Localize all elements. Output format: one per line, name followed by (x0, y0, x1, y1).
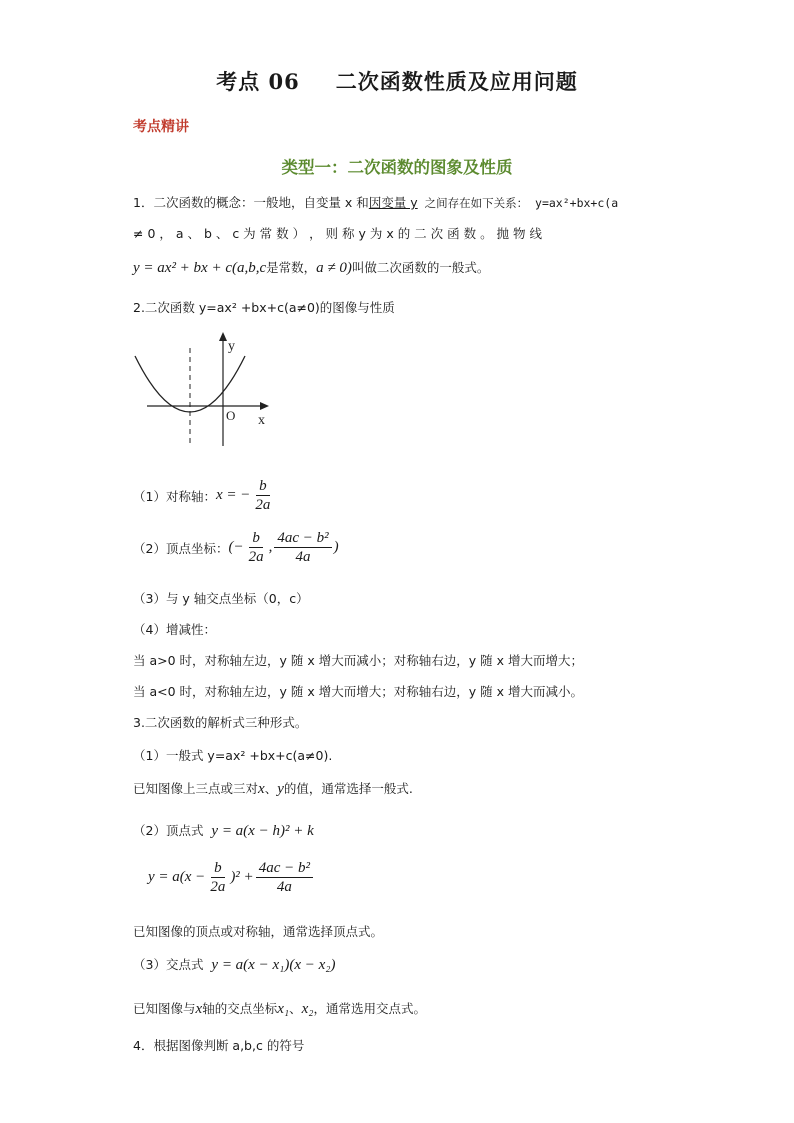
vertex-coordinates: （2）顶点坐标： (− $\frac{b}{2a}$ , $\frac{\text{4ac − b²}}{4a}$ ) (133, 530, 339, 565)
fraction: $\frac{\text{4ac − b²}}{4a}$ (256, 860, 313, 895)
item1-line1: 1．二次函数的概念：一般地，自变量 x 和因变量 y 之间存在如下关系： y=ax²+bx+c(a (133, 195, 619, 210)
monotonicity-a-negative: 当 a<0 时，对称轴左边，y 随 x 增大而增大；对称轴右边，y 随 x 增大而减小。 (133, 684, 583, 699)
intercept-form: （3）交点式 y = a(x − x₁)(x − x₂) (133, 957, 336, 973)
y-axis-label: y (228, 339, 235, 354)
monotonicity-heading: （4）增减性： (133, 622, 216, 637)
underlined-term: 因变量 y (368, 195, 418, 210)
axis-of-symmetry: （1）对称轴： x = − $\frac{b}{2a}$ (133, 478, 275, 513)
parabola-graph (133, 328, 293, 453)
vertex-form-expanded: y = a(x − $\frac{b}{2a}$ )² + $\frac{\text{4ac − b²}}{4a}$ (148, 860, 315, 895)
x-axis-arrow (260, 402, 269, 410)
fraction: $\frac{\text{4ac − b²}}{4a}$ (274, 530, 331, 565)
fraction: $\frac{b}{2a}$ (210, 860, 226, 895)
item3-heading: 3.二次函数的解析式三种形式。 (133, 715, 308, 730)
vertex-form-note: 已知图像的顶点或对称轴，通常选择顶点式。 (133, 924, 384, 939)
intercept-form-note: 已知图像与x轴的交点坐标x₁、x₂，通常选用交点式。 (133, 1001, 426, 1017)
title-code: 考点 06 (216, 69, 300, 94)
general-form-note: 已知图像上三点或三对x、y的值，通常选择一般式. (133, 781, 413, 797)
monotonicity-a-positive: 当 a>0 时，对称轴左边，y 随 x 增大而减小；对称轴右边，y 随 x 增大而增大； (133, 653, 583, 668)
page-title (0, 66, 794, 96)
item1-line3: y = ax² + bx + c(a,b,c是常数，a ≠ 0)叫做二次函数的一般式。 (133, 260, 490, 276)
x-axis-label: x (258, 413, 265, 428)
origin-label: O (226, 408, 236, 423)
item2-heading: 2.二次函数 y=ax² +bx+c(a≠0)的图像与性质 (133, 300, 395, 315)
type-heading: 类型一：二次函数的图象及性质 (281, 158, 513, 177)
section-label: 考点精讲 (133, 119, 189, 135)
fraction: $\frac{b}{2a}$ (255, 478, 271, 513)
vertex-form: （2）顶点式 y = a(x − h)² + k (133, 823, 314, 839)
y-intercept: （3）与 y 轴交点坐标（0，c） (133, 591, 309, 606)
fraction: $\frac{b}{2a}$ (248, 530, 264, 565)
item4-heading: 4．根据图像判断 a,b,c 的符号 (133, 1038, 305, 1053)
item1-line2: ≠ 0 ， a 、 b 、 c 为 常 数 ） ， 则 称 y 为 x 的 二 次 函 数 。 抛 物 线 (133, 226, 542, 241)
general-form: （1）一般式 y=ax² +bx+c(a≠0). (133, 748, 333, 763)
title-text: 二次函数性质及应用问题 (335, 69, 578, 94)
y-axis-arrow (219, 332, 227, 341)
